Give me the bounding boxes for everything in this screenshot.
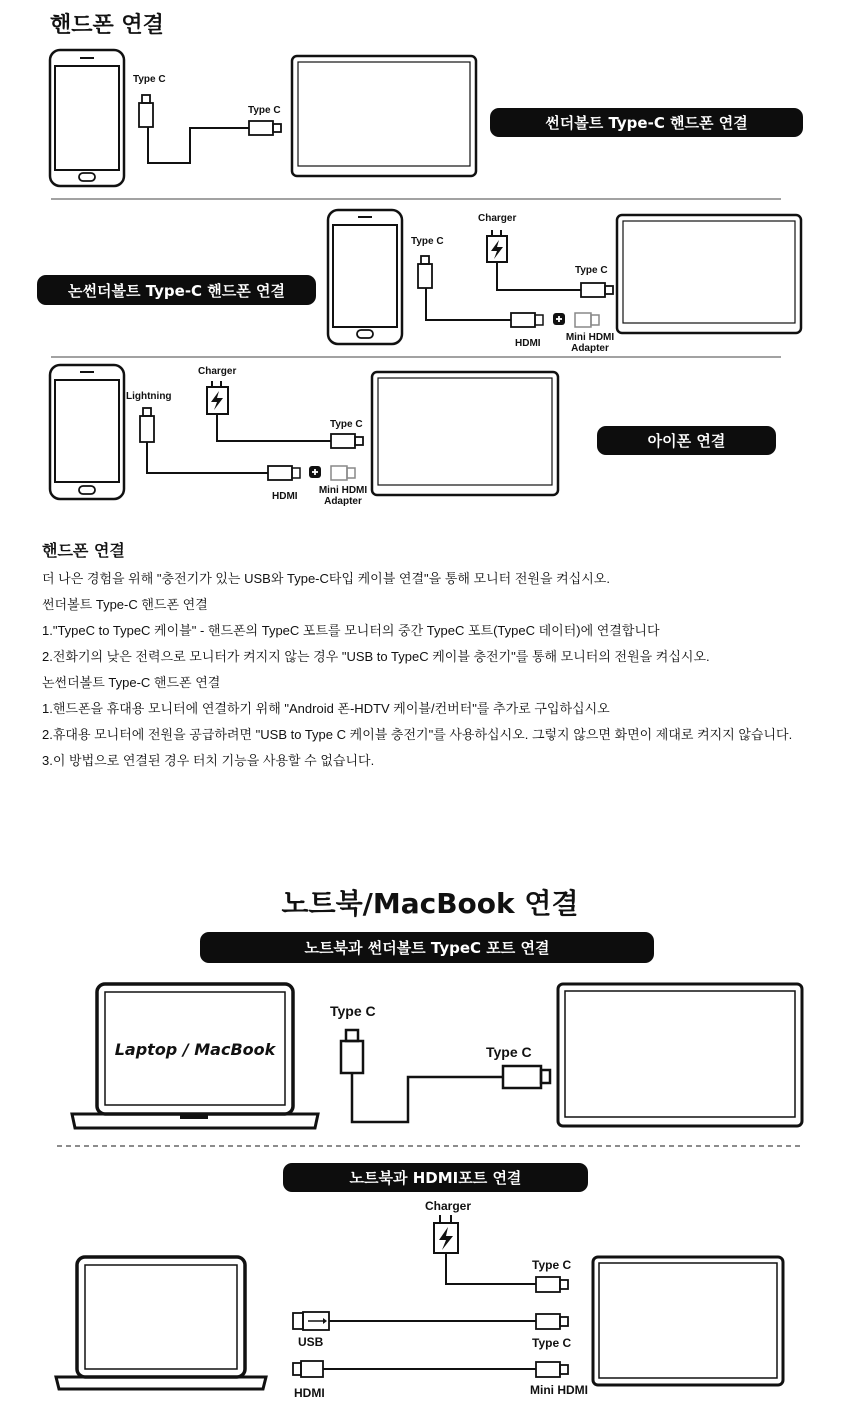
- hdmi-plug-icon: [293, 1361, 323, 1377]
- monitor-icon: [292, 56, 476, 176]
- row3-pill: 아이폰 연결: [597, 426, 776, 455]
- row2-pill: 논썬더볼트 Type-C 핸드폰 연결: [37, 275, 316, 305]
- monitor-icon: [593, 1257, 783, 1385]
- laptop-typec-pill: 노트북과 썬더볼트 TypeC 포트 연결: [200, 932, 654, 963]
- laptop-hdmi-pill: 노트북과 HDMI포트 연결: [283, 1163, 588, 1192]
- laptop-charger-label: Charger: [425, 1199, 472, 1213]
- mini-hdmi-adapter-icon: [575, 313, 599, 327]
- monitor-typec-label: Type C: [486, 1044, 532, 1060]
- laptop-section-title: 노트북/MacBook 연결: [281, 887, 579, 920]
- instruction-line: 1."TypeC to TypeC 케이블" - 핸드폰의 TypeC 포트를 모니터의 중간 TypeC 포트(TypeC 데이터)에 연결합니다: [42, 623, 660, 638]
- phone-icon: [50, 365, 124, 499]
- row3-adapter-label: [308, 485, 378, 507]
- row3-monitor-label: Type C: [330, 419, 363, 430]
- row2-monitor-label: Type C: [575, 265, 608, 276]
- charger-icon: [434, 1215, 458, 1253]
- usb-c-plug-icon: [581, 283, 613, 297]
- phone-icon: [50, 50, 124, 186]
- hdmi-plug-icon: [511, 313, 543, 327]
- row1-diagram: [0, 0, 860, 200]
- row2-hdmi-label: HDMI: [515, 338, 541, 349]
- instruction-line: 3.이 방법으로 연결된 경우 터치 기능을 사용할 수 없습니다.: [42, 753, 375, 768]
- row2-adapter-label: [555, 332, 625, 354]
- row1-pill: 썬더볼트 Type-C 핸드폰 연결: [490, 108, 803, 137]
- laptop-usb-label: USB: [298, 1335, 324, 1349]
- row1-phone-label: Type C: [133, 74, 166, 85]
- plus-icon: [553, 313, 565, 325]
- plus-icon: [309, 466, 321, 478]
- laptop-hdmi-label: HDMI: [294, 1386, 325, 1400]
- charger-icon: [487, 230, 507, 262]
- row3-charger-label: Charger: [198, 366, 237, 377]
- phone-section-title: 핸드폰 연결: [50, 13, 164, 38]
- row3-phone-label: Lightning: [126, 391, 172, 402]
- row3-hdmi-label: HDMI: [272, 491, 298, 502]
- usb-c-plug-icon: [341, 1030, 363, 1073]
- row2-adapter-label-line1: Mini HDMI: [565, 332, 615, 343]
- row3-adapter-label-line1: Mini HDMI: [318, 485, 368, 496]
- row2-adapter-label-line2: Adapter: [571, 343, 609, 354]
- mini-hdmi-adapter-icon: [331, 466, 355, 480]
- row1-monitor-label: Type C: [248, 105, 281, 116]
- hdmi-plug-icon: [268, 466, 300, 480]
- laptop-mon-typec-1-label: Type C: [532, 1258, 572, 1272]
- lightning-plug-icon: [140, 408, 154, 442]
- instruction-line: 썬더볼트 Type-C 핸드폰 연결: [42, 597, 208, 612]
- usb-c-plug-icon: [249, 121, 281, 135]
- laptop-icon: [56, 1257, 266, 1389]
- instructions-title: 핸드폰 연결: [42, 541, 125, 560]
- row3-adapter-label-line2: Adapter: [324, 496, 362, 507]
- instruction-line: 2.휴대용 모니터에 전원을 공급하려면 "USB to Type C 케이블 충전기"를 사용하십시오. 그렇지 않으면 화면이 제대로 켜지지 않습니다.: [42, 727, 793, 742]
- monitor-icon: [558, 984, 802, 1126]
- usb-c-plug-icon: [536, 1314, 568, 1329]
- laptop-mini-hdmi-label: Mini HDMI: [530, 1383, 588, 1397]
- monitor-icon: [372, 372, 558, 495]
- instruction-line: 논썬더볼트 Type-C 핸드폰 연결: [42, 675, 221, 690]
- instruction-line: 2.전화기의 낮은 전력으로 모니터가 켜지지 않는 경우 "USB to TypeC 케이블 충전기"를 통해 모니터의 전원을 켜십시오.: [42, 649, 710, 664]
- laptop-hdmi-diagram: [0, 1195, 860, 1405]
- charger-icon: [207, 381, 228, 414]
- instruction-line: 1.핸드폰을 휴대용 모니터에 연결하기 위해 "Android 폰-HDTV 케이블/컨버터"를 추가로 구입하십시오: [42, 701, 610, 716]
- phone-icon: [328, 210, 402, 344]
- laptop-typec-diagram: [0, 960, 860, 1160]
- laptop-typec-label: Type C: [330, 1003, 376, 1019]
- laptop-screen-text: Laptop / MacBook: [114, 1040, 276, 1059]
- usb-c-plug-icon: [503, 1066, 550, 1088]
- laptop-mon-typec-2-label: Type C: [532, 1336, 572, 1350]
- usb-c-plug-icon: [418, 256, 432, 288]
- instruction-line: 더 나은 경험을 위해 "충전기가 있는 USB와 Type-C타입 케이블 연결"을 통해 모니터 전원을 켜십시오.: [42, 571, 610, 586]
- usb-c-plug-icon: [536, 1277, 568, 1292]
- usb-c-plug-icon: [139, 95, 153, 127]
- usb-c-plug-icon: [331, 434, 363, 448]
- row2-charger-label: Charger: [478, 213, 517, 224]
- usb-plug-icon: [293, 1312, 329, 1330]
- mini-hdmi-plug-icon: [536, 1362, 568, 1377]
- row2-phone-label: Type C: [411, 236, 444, 247]
- monitor-icon: [617, 215, 801, 333]
